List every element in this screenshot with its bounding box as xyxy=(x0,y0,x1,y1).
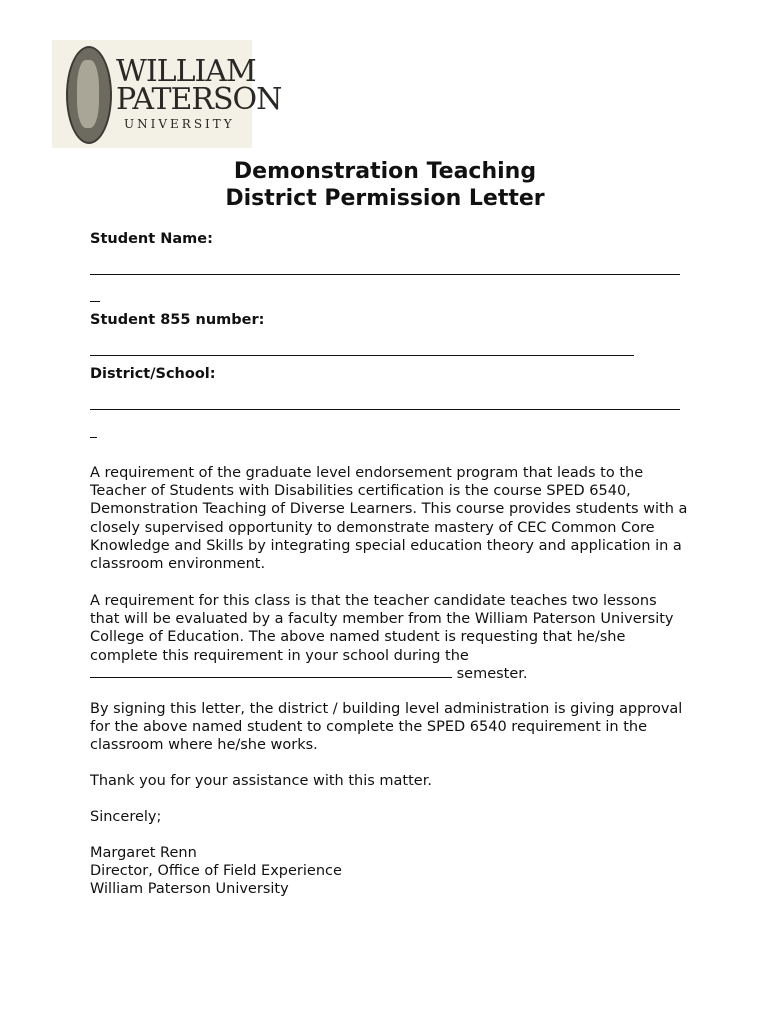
student-855-label: Student 855 number: xyxy=(90,312,265,328)
signature-title: Director, Office of Field Experience xyxy=(90,863,342,880)
semester-word: semester. xyxy=(456,665,528,682)
page-title-line-2: District Permission Letter xyxy=(225,186,545,211)
closing: Sincerely; xyxy=(90,809,162,825)
logo-wordmark xyxy=(116,54,282,131)
district-school-line-end xyxy=(90,437,97,438)
semester-blank[interactable] xyxy=(90,665,452,678)
student-name-line-end xyxy=(90,301,100,302)
district-school-line[interactable] xyxy=(90,409,680,410)
student-name-label: Student Name: xyxy=(90,231,213,247)
paragraph-lessons-text: A requirement for this class is that the teacher candidate teaches two lessons that will be evaluated by a faculty member from the William Paterson University College of Education. The above named student is requesting that he/she complete this requirement in your school during the xyxy=(90,593,674,664)
page-title-line-1: Demonstration Teaching xyxy=(233,159,537,184)
student-name-line[interactable] xyxy=(90,274,680,275)
district-school-label: District/School: xyxy=(90,366,216,382)
signature-org: William Paterson University xyxy=(90,881,289,898)
university-logo xyxy=(52,40,282,148)
logo-line-1: WILLIAM xyxy=(116,54,256,89)
signature-block xyxy=(90,844,690,899)
paragraph-requirement: A requirement of the graduate level endorsement program that leads to the Teacher of Students with Disabilities certification is the course SPED 6540, Demonstration Teaching of Diverse Learners. This course provides students with a closely supervised opportunity to demonstrate mastery of CEC Common Core Knowledge and Skills by integrating special education theory and application in a classroom environment. xyxy=(90,465,688,573)
signature-name: Margaret Renn xyxy=(90,845,197,861)
paragraph-thanks: Thank you for your assistance with this matter. xyxy=(90,773,432,789)
paragraph-approval: By signing this letter, the district / building level administration is giving approval for the above named student to complete the SPED 6540 requirement in the classroom where he/she works. xyxy=(90,701,683,754)
logo-line-2: PATERSON xyxy=(116,82,282,117)
seal-icon xyxy=(66,46,112,144)
student-855-line[interactable] xyxy=(90,355,634,356)
logo-line-3: UNIVERSITY xyxy=(124,117,235,131)
paragraph-lessons xyxy=(90,592,690,683)
